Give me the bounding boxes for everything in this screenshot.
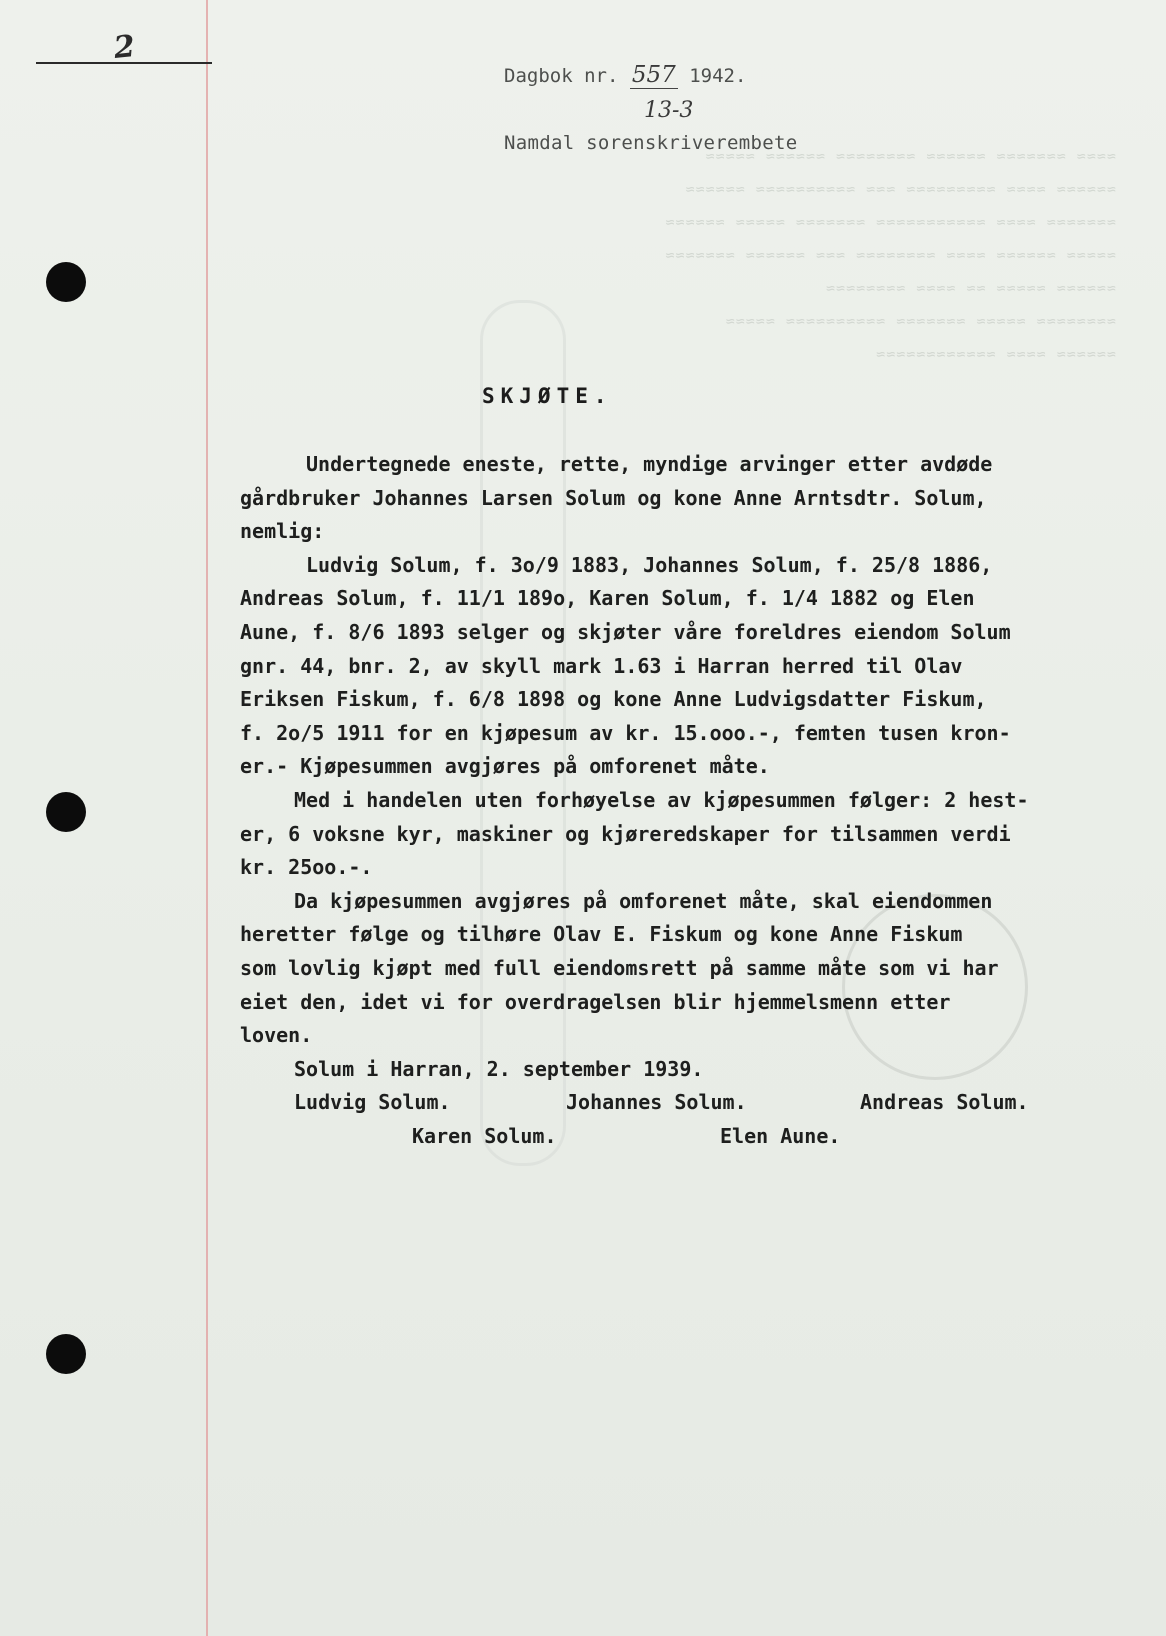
body-line: heretter følge og tilhøre Olav E. Fiskum og kone Anne Fiskum xyxy=(240,922,963,947)
punch-hole xyxy=(46,262,86,302)
office-name: Namdal sorenskriverembete xyxy=(504,132,798,154)
body-line: Da kjøpesummen avgjøres på omforenet måte, skal eiendommen xyxy=(294,888,993,913)
body-line: gårdbruker Johannes Larsen Solum og kone Anne Arntsdtr. Solum, xyxy=(240,485,987,510)
body-line: f. 2o/5 1911 for en kjøpesum av kr. 15.ooo.-, femten tusen kron- xyxy=(240,720,1011,745)
deed-body xyxy=(240,448,1136,1153)
signature-johannes: Johannes Solum. xyxy=(566,1090,747,1115)
journal-year: 1942. xyxy=(689,65,747,87)
signature-karen: Karen Solum. xyxy=(412,1123,557,1148)
journal-number: 557 xyxy=(631,62,676,88)
body-line: Med i handelen uten forhøyelse av kjøpesummen følger: 2 hest- xyxy=(294,787,1029,812)
journal-entry-line xyxy=(504,62,746,89)
body-line: eiet den, idet vi for overdragelsen blir hjemmelsmenn etter xyxy=(240,989,951,1014)
signature-ludvig: Ludvig Solum. xyxy=(294,1090,451,1115)
body-line: loven. xyxy=(240,1023,313,1048)
body-line: er, 6 voksne kyr, maskiner og kjøreredskaper for tilsammen verdi xyxy=(240,821,1011,846)
bleed-through-text: ≈≈≈≈ ≈≈≈≈≈≈≈ ≈≈≈≈≈≈ ≈≈≈≈≈≈≈≈ ≈≈≈≈≈≈ ≈≈≈≈≈ ≈≈≈≈≈≈ ≈≈≈≈ ≈≈≈≈≈≈≈≈≈ ≈≈≈ ≈≈≈≈≈≈≈≈≈≈ ≈≈≈≈≈≈ ≈≈≈≈≈≈≈ ≈≈≈≈ ≈≈≈≈≈≈≈≈≈≈≈ ≈≈≈≈≈≈≈ ≈≈≈≈≈ ≈≈≈≈≈≈ ≈≈≈≈≈ ≈≈≈≈≈≈ ≈≈≈≈ ≈≈≈≈≈≈≈≈ ≈≈≈ ≈≈≈≈≈≈ ≈≈≈≈≈≈≈ ≈≈≈≈≈≈ ≈≈≈≈≈ ≈≈ ≈≈≈≈ ≈≈≈≈≈≈≈≈ ≈≈≈≈≈≈≈≈ ≈≈≈≈≈ ≈≈≈≈≈≈≈ ≈≈≈≈≈≈≈≈≈≈ ≈≈≈≈≈ ≈≈≈≈≈≈ ≈≈≈≈ ≈≈≈≈≈≈≈≈≈≈≈≈ xyxy=(664,147,1116,363)
place-date-line: Solum i Harran, 2. september 1939. xyxy=(294,1056,704,1081)
body-line: Undertegnede eneste, rette, myndige arvinger etter avdøde xyxy=(306,452,993,476)
body-line: Andreas Solum, f. 11/1 189o, Karen Solum, f. 1/4 1882 og Elen xyxy=(240,586,975,611)
punch-hole xyxy=(46,792,86,832)
punch-hole xyxy=(46,1334,86,1374)
body-line: som lovlig kjøpt med full eiendomsrett på samme måte som vi har xyxy=(240,955,999,980)
journal-label: Dagbok nr. xyxy=(504,65,619,87)
signature-row xyxy=(240,1086,1136,1120)
document-title: SKJØTE. xyxy=(482,384,613,408)
signature-elen: Elen Aune. xyxy=(720,1123,841,1148)
signature-andreas: Andreas Solum. xyxy=(860,1090,1029,1115)
body-line: nemlig: xyxy=(240,519,325,544)
journal-date: 13-3 xyxy=(644,98,694,123)
body-line: Eriksen Fiskum, f. 6/8 1898 og kone Anne Ludvigsdatter Fiskum, xyxy=(240,687,987,712)
body-line: er.- Kjøpesummen avgjøres på omforenet måte. xyxy=(240,754,770,779)
signature-row xyxy=(240,1120,1136,1154)
body-line: kr. 25oo.-. xyxy=(240,855,373,880)
body-line: Ludvig Solum, f. 3o/9 1883, Johannes Solum, f. 25/8 1886, xyxy=(306,552,993,577)
body-line: Aune, f. 8/6 1893 selger og skjøter våre foreldres eiendom Solum xyxy=(240,619,1011,644)
body-line: gnr. 44, bnr. 2, av skyll mark 1.63 i Harran herred til Olav xyxy=(240,653,963,678)
page-number: 2 xyxy=(112,29,137,66)
margin-line xyxy=(206,0,208,1636)
